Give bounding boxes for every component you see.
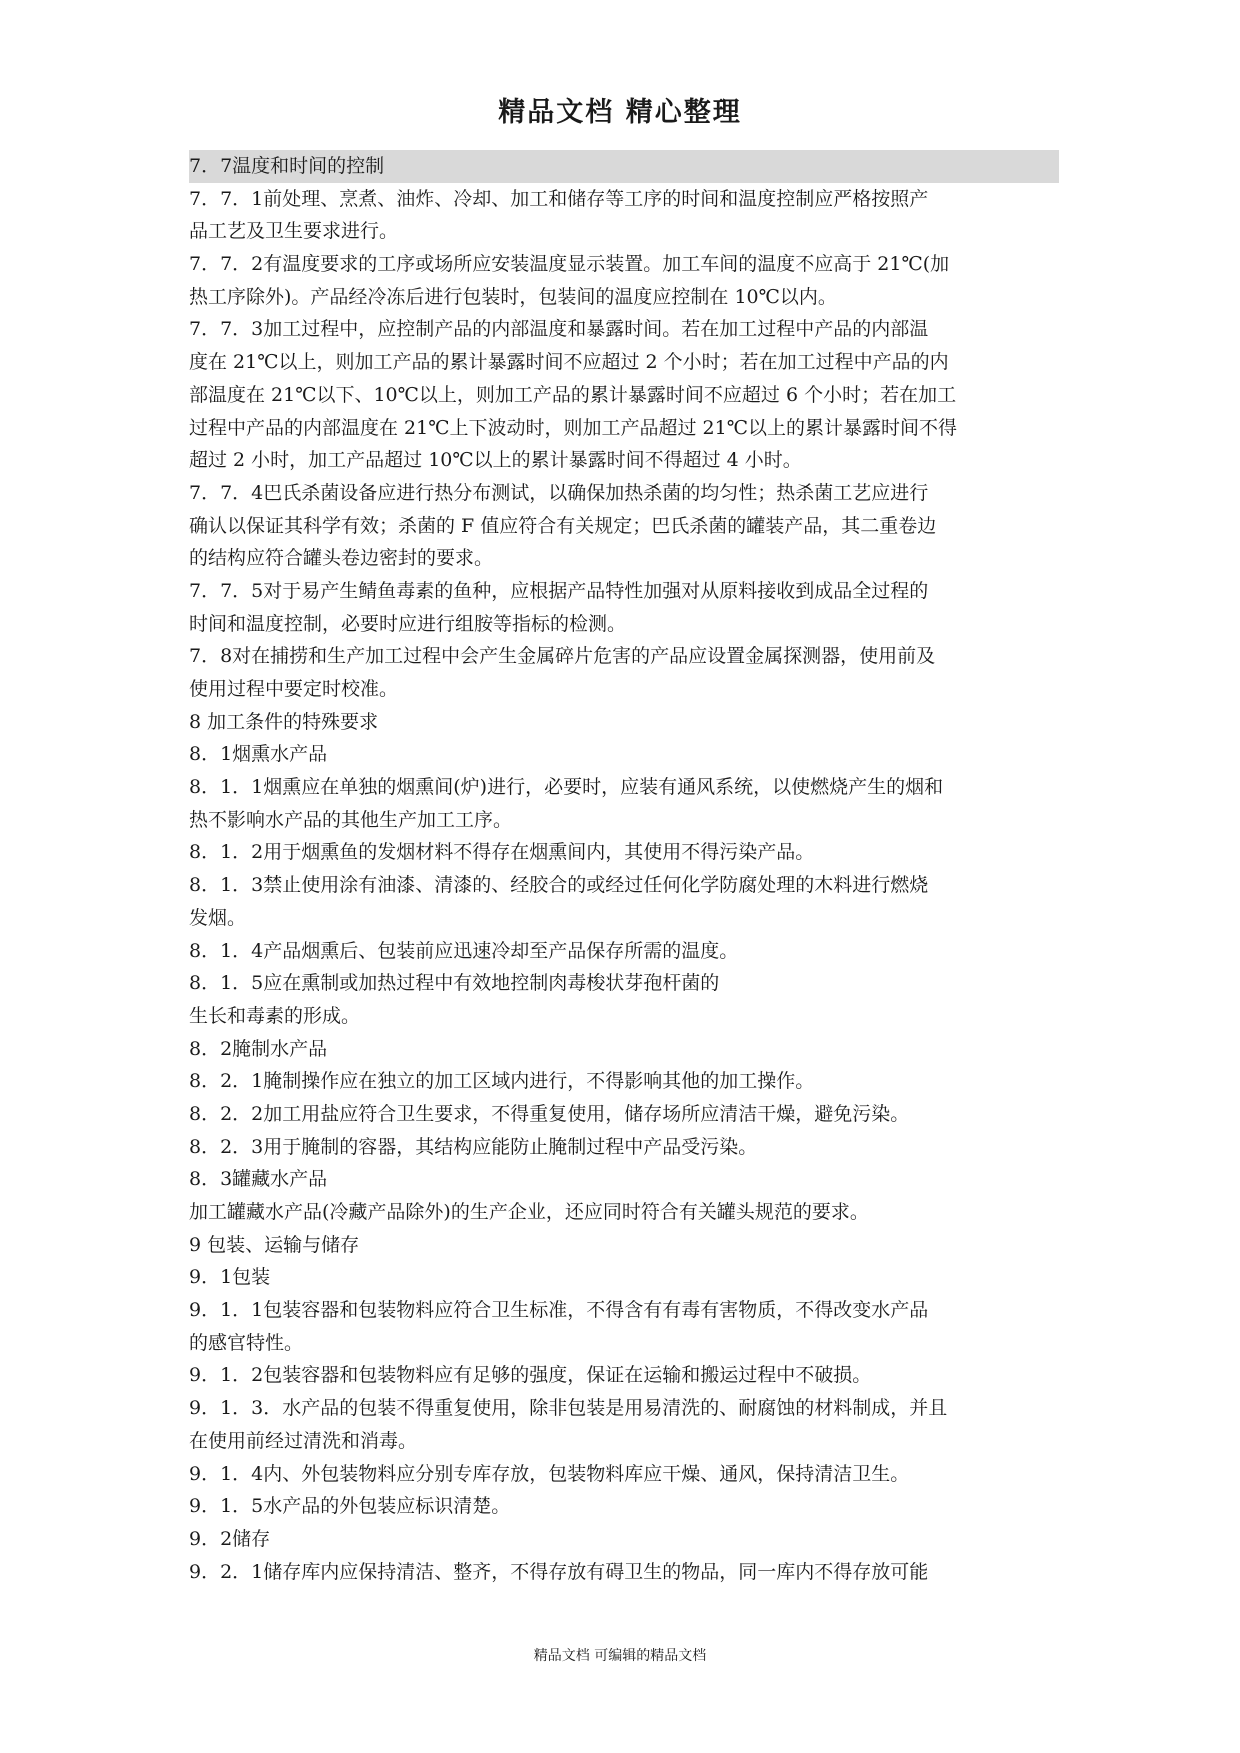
page-footer-text: 精品文档 可编辑的精品文档 [533,1648,707,1664]
text-line: 8．2．1腌制操作应在独立的加工区域内进行，不得影响其他的加工操作。 [189,1070,815,1093]
document-body [189,150,1059,1588]
text-line: 8．1．2用于烟熏鱼的发烟材料不得存在烟熏间内，其使用不得污染产品。 [189,841,815,864]
text-line: 8．2．3用于腌制的容器，其结构应能防止腌制过程中产品受污染。 [189,1135,758,1158]
text-line: 7．7．1前处理、烹煮、油炸、冷却、加工和储存等工序的时间和温度控制应严格按照产 [189,187,929,210]
text-line: 加工罐藏水产品(冷藏产品除外)的生产企业，还应同时符合有关罐头规范的要求。 [189,1201,869,1223]
text-line: 时间和温度控制，必要时应进行组胺等指标的检测。 [189,612,627,635]
text-line: 使用过程中要定时校准。 [189,678,399,700]
text-line: 7．7．5对于易产生鲭鱼毒素的鱼种，应根据产品特性加强对从原料接收到成品全过程的 [189,579,929,602]
text-line: 的感官特性。 [189,1331,304,1354]
text-line: 9．1．2包装容器和包装物料应有足够的强度，保证在运输和搬运过程中不破损。 [189,1364,872,1387]
text-line: 9．1．1包装容器和包装物料应符合卫生标准，不得含有有毒有害物质，不得改变水产品 [189,1299,929,1322]
text-line: 热工序除外)。产品经冷冻后进行包装时，包装间的温度应控制在 10℃以内。 [189,285,837,308]
text-line: 7．7．4巴氏杀菌设备应进行热分布测试，以确保加热杀菌的均匀性；热杀菌工艺应进行 [189,481,929,504]
text-line: 7．7．2有温度要求的工序或场所应安装温度显示装置。加工车间的温度不应高于 21℃(加 [189,253,950,276]
page-header-title: 精品文档 精心整理 [498,97,742,128]
text-line: 7．8对在捕捞和生产加工过程中会产生金属碎片危害的产品应设置金属探测器，使用前及 [189,645,936,668]
subsection-heading-9-2: 9．2储存 [189,1527,271,1550]
subsection-heading-8-2: 8．2腌制水产品 [189,1037,328,1060]
section-heading-7-7: 7．7温度和时间的控制 [189,150,1059,183]
text-line: 8．1．3禁止使用涂有油漆、清漆的、经胶合的或经过任何化学防腐处理的木料进行燃烧 [189,874,929,897]
text-line: 过程中产品的内部温度在 21℃上下波动时，则加工产品超过 21℃以上的累计暴露时间不得 [189,416,957,439]
text-line: 9．1．4内、外包装物料应分别专库存放，包装物料库应干燥、通风，保持清洁卫生。 [189,1462,910,1485]
text-line: 超过 2 小时，加工产品超过 10℃以上的累计暴露时间不得超过 4 小时。 [189,449,802,472]
section-heading-9: 9 包装、运输与储存 [189,1233,360,1256]
subsection-heading-8-1: 8．1烟熏水产品 [189,743,328,766]
text-line: 品工艺及卫生要求进行。 [189,220,399,243]
text-line: 9．1．5水产品的外包装应标识清楚。 [189,1495,511,1518]
text-line: 8．1．5应在熏制或加热过程中有效地控制肉毒梭状芽孢杆菌的 [189,972,720,995]
text-line: 8．1．1烟熏应在单独的烟熏间(炉)进行，必要时，应装有通风系统，以使燃烧产生的烟和 [189,776,944,799]
text-line: 确认以保证其科学有效；杀菌的 F 值应符合有关规定；巴氏杀菌的罐装产品，其二重卷边 [189,514,937,537]
text-line: 发烟。 [189,906,247,929]
text-line: 7．7．3加工过程中，应控制产品的内部温度和暴露时间。若在加工过程中产品的内部温 [189,318,929,341]
subsection-heading-9-1: 9．1包装 [189,1266,271,1289]
text-line: 部温度在 21℃以下、10℃以上，则加工产品的累计暴露时间不应超过 6 个小时；若在加工 [189,383,957,406]
text-line: 热不影响水产品的其他生产加工工序。 [189,808,513,831]
subsection-heading-8-3: 8．3罐藏水产品 [189,1168,328,1191]
text-line: 度在 21℃以上，则加工产品的累计暴露时间不应超过 2 个小时；若在加工过程中产品的内 [189,351,949,374]
text-line: 生长和毒素的形成。 [189,1004,361,1027]
text-line: 的结构应符合罐头卷边密封的要求。 [189,547,494,570]
text-line: 9．1．3．水产品的包装不得重复使用，除非包装是用易清洗的、耐腐蚀的材料制成，并且 [189,1397,948,1420]
text-line: 在使用前经过清洗和消毒。 [189,1429,418,1452]
text-line: 8．2．2加工用盐应符合卫生要求，不得重复使用，储存场所应清洁干燥，避免污染。 [189,1102,910,1125]
section-heading-8: 8 加工条件的特殊要求 [189,710,379,733]
text-line: 9．2．1储存库内应保持清洁、整齐，不得存放有碍卫生的物品，同一库内不得存放可能 [189,1560,929,1583]
text-line: 8．1．4产品烟熏后、包装前应迅速冷却至产品保存所需的温度。 [189,939,739,962]
